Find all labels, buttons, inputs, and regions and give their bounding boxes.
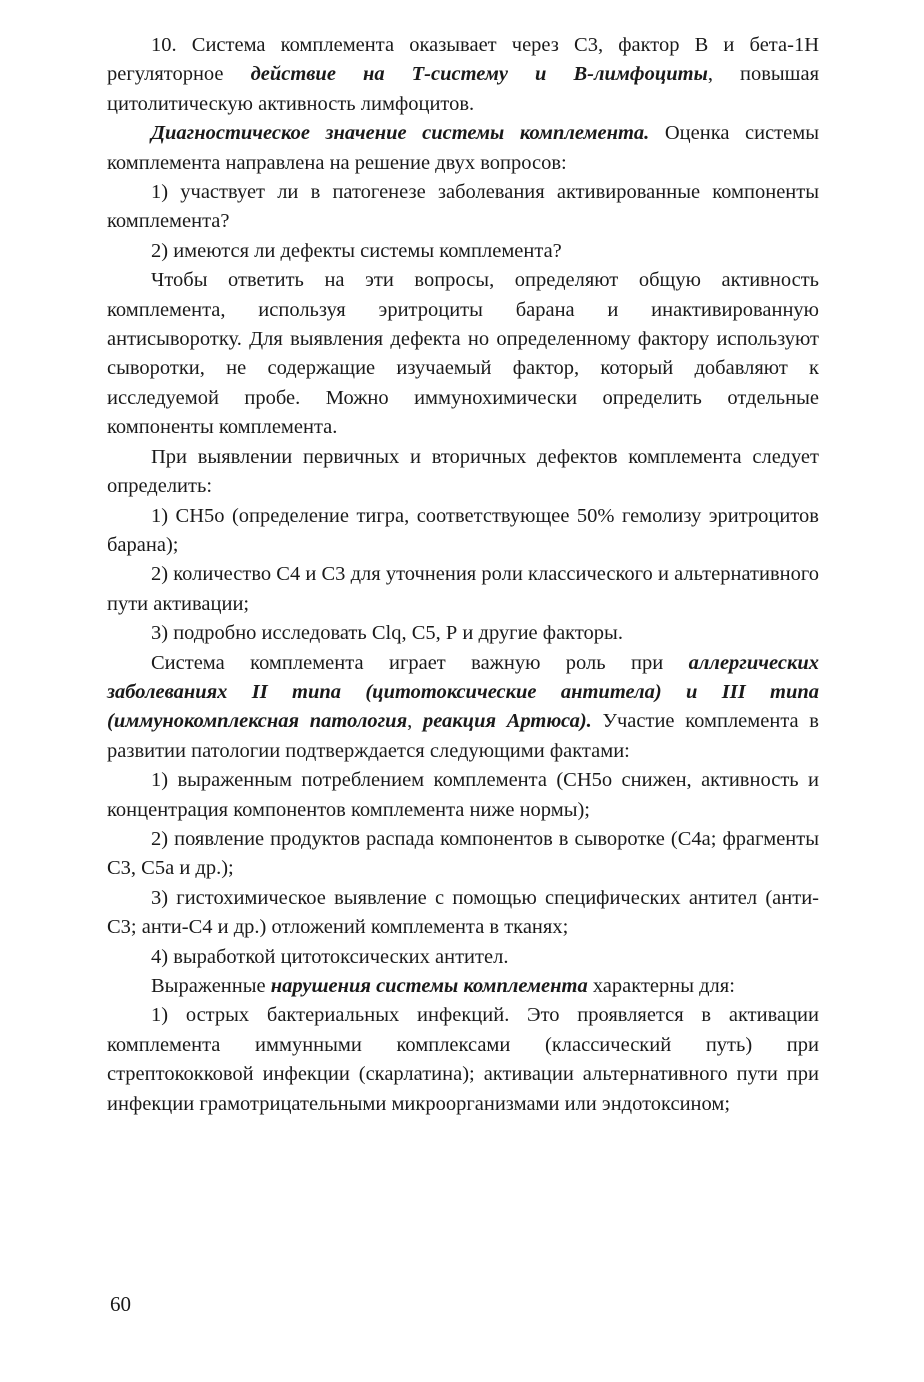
- paragraph: [107, 825, 819, 884]
- paragraph: [107, 31, 819, 119]
- paragraph: [107, 1001, 819, 1119]
- paragraph: [107, 766, 819, 825]
- paragraph: [107, 178, 819, 237]
- text-run: 3) подробно исследовать Clq, С5, Р и другие факторы.: [151, 622, 623, 645]
- text-run: 2) имеются ли дефекты системы комплемента?: [151, 239, 562, 262]
- text-run: При выявлении первичных и вторичных дефектов комплемента следует определить:: [107, 445, 819, 498]
- text-run: Оценка системы комплемента направлена на решение двух вопросов:: [107, 122, 819, 174]
- text-run: 2) появление продуктов распада компонентов в сыворотке (С4а; фрагменты С3, С5а и др.);: [107, 827, 819, 880]
- paragraph: [107, 237, 819, 266]
- paragraph: [107, 972, 819, 1001]
- paragraph: [107, 619, 819, 648]
- text-run: 2) количество С4 и С3 для уточнения роли классического и альтернативного пути активации;: [107, 563, 819, 615]
- emphasis-text: Диагностическое значение системы комплемента.: [151, 122, 650, 145]
- text-run: 10. Система комплемента оказывает через С3, фактор В и бета-1Н регуляторное: [107, 34, 819, 86]
- text-run: 1) участвует ли в патогенезе заболевания активированные компоненты комплемента?: [107, 181, 819, 233]
- paragraph: [107, 502, 819, 561]
- text-run: характерны для:: [587, 975, 735, 997]
- emphasis-text: нарушения системы комплемента: [270, 975, 588, 997]
- page-body: [107, 31, 819, 1119]
- text-run: 1) выраженным потреблением комплемента (СН5о снижен, активность и концентрация компонентов комплемента ниже нормы);: [107, 769, 819, 821]
- page-number: 60: [110, 1292, 131, 1316]
- text-run: ,: [407, 710, 423, 733]
- text-run: Система комплемента играет важную роль при: [151, 651, 689, 674]
- text-run: Чтобы ответить на эти вопросы, определяют общую активность комплемента, используя эритроциты барана и инактивированную антисыворотку. Для выявления дефекта но определенному фактору используют сыворотки, не содержащие изучаемый фактор, который добавляют к исследуемой пробе. Можно иммунохимически определить отдельные компоненты комплемента.: [107, 269, 819, 439]
- text-run: Выраженные: [151, 975, 271, 997]
- paragraph: [107, 649, 819, 767]
- paragraph: [107, 119, 819, 178]
- paragraph: [107, 884, 819, 943]
- emphasis-text: действие на Т-систему и В-лимфоциты: [250, 63, 708, 86]
- text-run: Участие комплемента в развитии патологии подтверждается следующими фактами:: [107, 710, 819, 762]
- text-run: 1) острых бактериальных инфекций. Это проявляется в активации комплемента иммунными комплексами (классический путь) при стрептококковой инфекции (скарлатина); активации альтернативного пути при инфекции грамотрицательными микроорганизмами или эндотоксином;: [107, 1004, 819, 1115]
- paragraph: [107, 560, 819, 619]
- paragraph: [107, 443, 819, 502]
- text-run: 3) гистохимическое выявление с помощью специфических антител (анти-С3; анти-С4 и др.) отложений комплемента в тканях;: [107, 886, 819, 939]
- text-run: , повышая цитолитическую активность лимфоцитов.: [107, 63, 819, 115]
- text-run: 4) выработкой цитотоксических антител.: [151, 945, 509, 968]
- text-run: 1) СН5о (определение тигра, соответствующее 50% гемолизу эритроцитов барана);: [107, 504, 819, 556]
- paragraph: [107, 943, 819, 972]
- paragraph: [107, 266, 819, 442]
- emphasis-text: реакция Артюса).: [422, 710, 592, 733]
- emphasis-text: аллергических заболеваниях II типа (цитотоксические антитела) и III типа (иммунокомплексная патология: [107, 651, 819, 733]
